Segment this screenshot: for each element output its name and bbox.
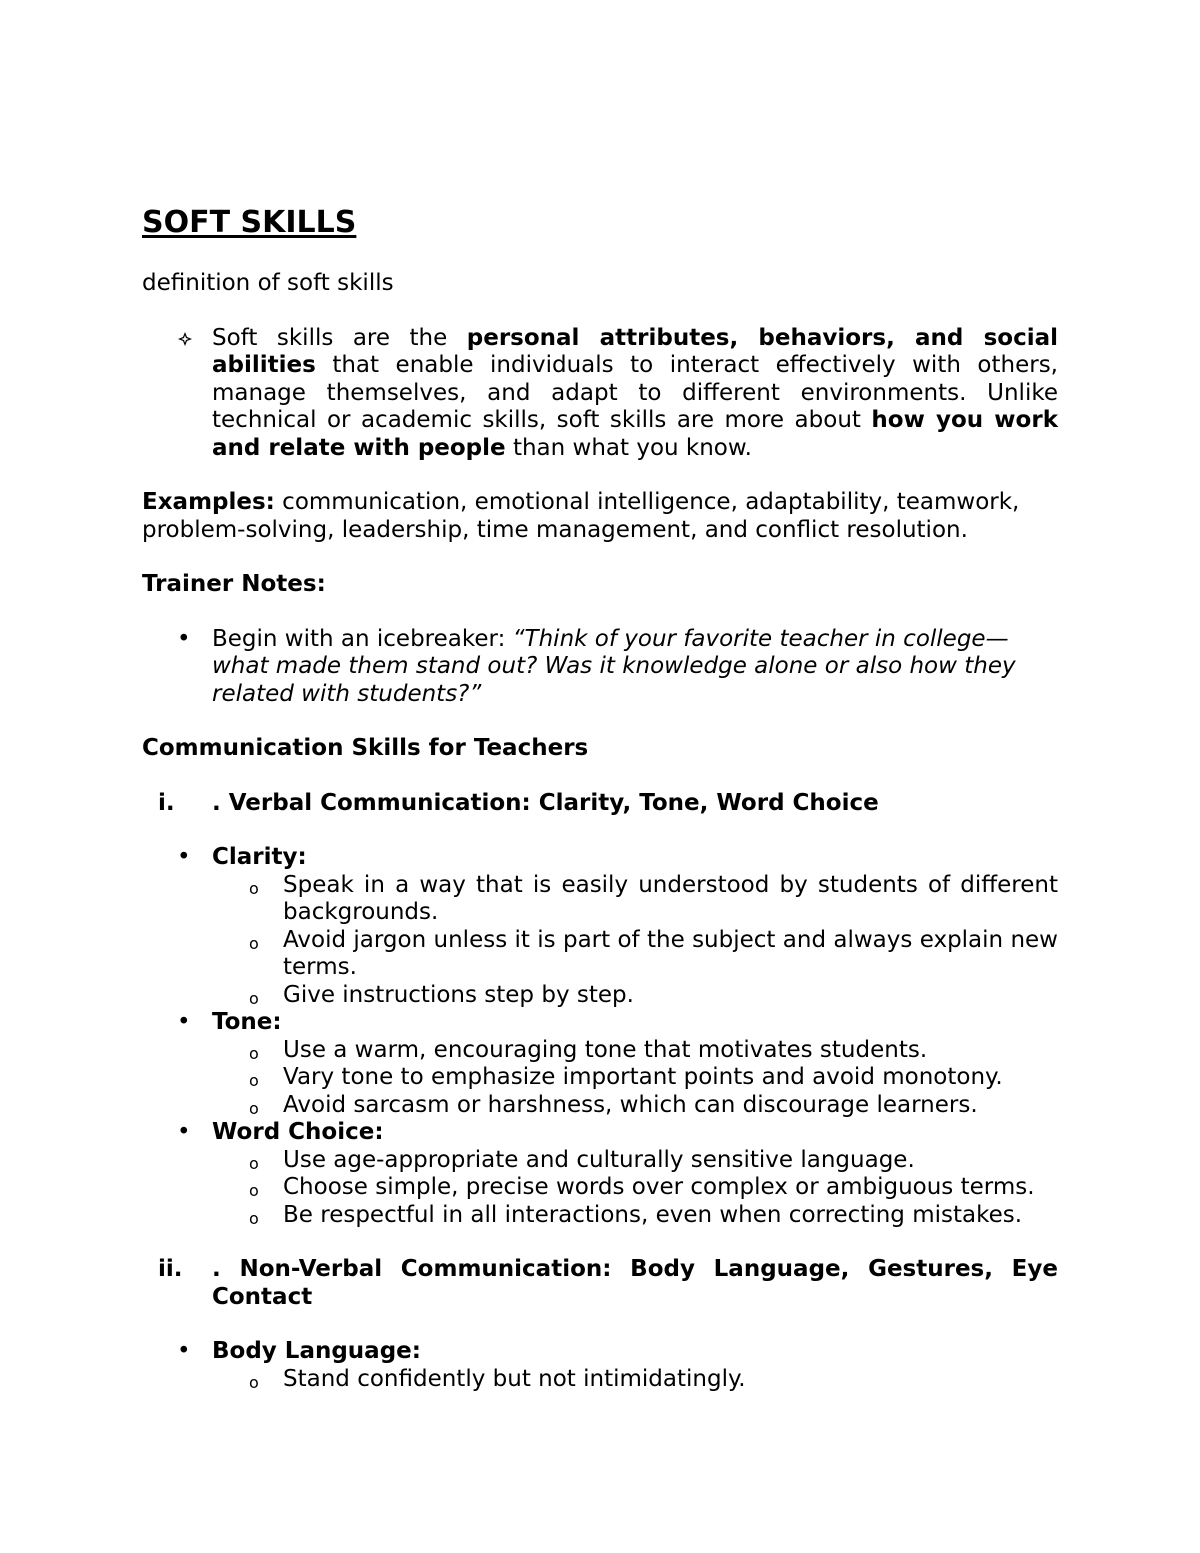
sub-bullet-marker: o [249, 1181, 259, 1200]
list-item-text: Be respectful in all interactions, even when correcting mistakes. [283, 1201, 1023, 1228]
intro-bold-2: how you work and relate with people [212, 407, 1058, 461]
icebreaker-prefix: Begin with an icebreaker: [212, 625, 513, 652]
icebreaker-quote: “Think of your favorite teacher in college—what made them stand out? Was it knowledge alone or also how they related with students?” [212, 625, 1016, 707]
definition-bullet [142, 325, 1058, 463]
section-i-title: . Verbal Communication: Clarity, Tone, Word Choice [212, 789, 879, 816]
section-ii-groups [142, 1338, 1058, 1393]
trainer-notes-heading: Trainer Notes: [142, 571, 326, 597]
intro-text-1: Soft skills are the [212, 324, 467, 351]
diamond-bullet-icon [178, 332, 192, 346]
list-item-text: Avoid jargon unless it is part of the subject and always explain new terms. [283, 926, 1058, 980]
list-item [142, 1037, 1058, 1065]
examples-text: communication, emotional intelligence, adaptability, teamwork, problem-solving, leadership, time management, and conflict resolution. [142, 489, 1020, 543]
group-word-choice [142, 1119, 1058, 1147]
group-tone [142, 1009, 1058, 1037]
list-item [142, 1366, 1058, 1394]
list-item-text: Avoid sarcasm or harshness, which can discourage learners. [283, 1091, 978, 1118]
section-ii-title: . Non-Verbal Communication: Body Language, Gestures, Eye Contact [212, 1256, 1058, 1310]
sub-bullet-marker: o [249, 1153, 259, 1173]
list-item-text: Vary tone to emphasize important points and avoid monotony. [283, 1064, 1003, 1090]
list-item-text: Give instructions step by step. [283, 981, 634, 1008]
trainer-notes-bullet [142, 626, 1058, 709]
section-i-numeral: i. [158, 789, 175, 816]
section-i-title-row [142, 790, 1058, 818]
section-ii-title-row [142, 1256, 1058, 1311]
section-i-groups [142, 844, 1058, 1229]
list-item-text: Stand confidently but not intimidatingly. [283, 1365, 746, 1392]
document-page [142, 204, 1058, 1393]
list-item-text: Use a warm, encouraging tone that motivates students. [283, 1036, 928, 1063]
list-item-text: Use age-appropriate and culturally sensitive language. [283, 1146, 915, 1173]
sub-bullet-marker: o [249, 1208, 259, 1228]
list-item [142, 1147, 1058, 1175]
group-clarity [142, 844, 1058, 872]
sub-bullet-marker: o [249, 988, 259, 1008]
section-heading: Communication Skills for Teachers [142, 735, 589, 761]
sub-bullet-marker: o [249, 1372, 259, 1392]
sub-bullet-marker: o [249, 878, 259, 898]
bullet-marker: • [177, 1338, 191, 1364]
intro-bold-1: personal attributes, behaviors, and social abilities [212, 324, 1058, 378]
section-ii-numeral: ii. [158, 1256, 183, 1282]
intro-text-3: than what you know. [505, 434, 752, 461]
list-item-text: Choose simple, precise words over complex or ambiguous terms. [283, 1174, 1035, 1200]
list-item [142, 982, 1058, 1010]
group-label: Tone: [212, 1009, 282, 1035]
list-item [142, 1064, 1058, 1092]
list-item [142, 1092, 1058, 1120]
sub-bullet-marker: o [249, 933, 259, 953]
intro-text-2: that enable individuals to interact effectively with others, manage themselves, and adapt to different environments. Unlike technical or academic skills, soft skills are more about [212, 352, 1058, 433]
document-title: SOFT SKILLS [142, 205, 357, 240]
bullet-marker: • [177, 1119, 191, 1145]
bullet-marker: • [177, 1009, 191, 1035]
group-label: Word Choice: [212, 1119, 384, 1145]
group-label: Clarity: [212, 844, 307, 870]
list-item [142, 1202, 1058, 1230]
sub-bullet-marker: o [249, 1098, 259, 1118]
list-item [142, 872, 1058, 927]
definition-label: definition of soft skills [142, 270, 394, 296]
sub-bullet-marker: o [249, 1043, 259, 1063]
list-item [142, 1174, 1058, 1202]
sub-bullet-marker: o [249, 1071, 259, 1090]
bullet-marker: • [177, 844, 191, 870]
group-body-language [142, 1338, 1058, 1366]
list-item [142, 927, 1058, 982]
bullet-marker: • [177, 625, 191, 652]
group-label: Body Language: [212, 1338, 421, 1364]
list-item-text: Speak in a way that is easily understood by students of different backgrounds. [283, 871, 1058, 925]
examples-label: Examples: [142, 489, 275, 515]
examples-paragraph [142, 489, 1058, 544]
